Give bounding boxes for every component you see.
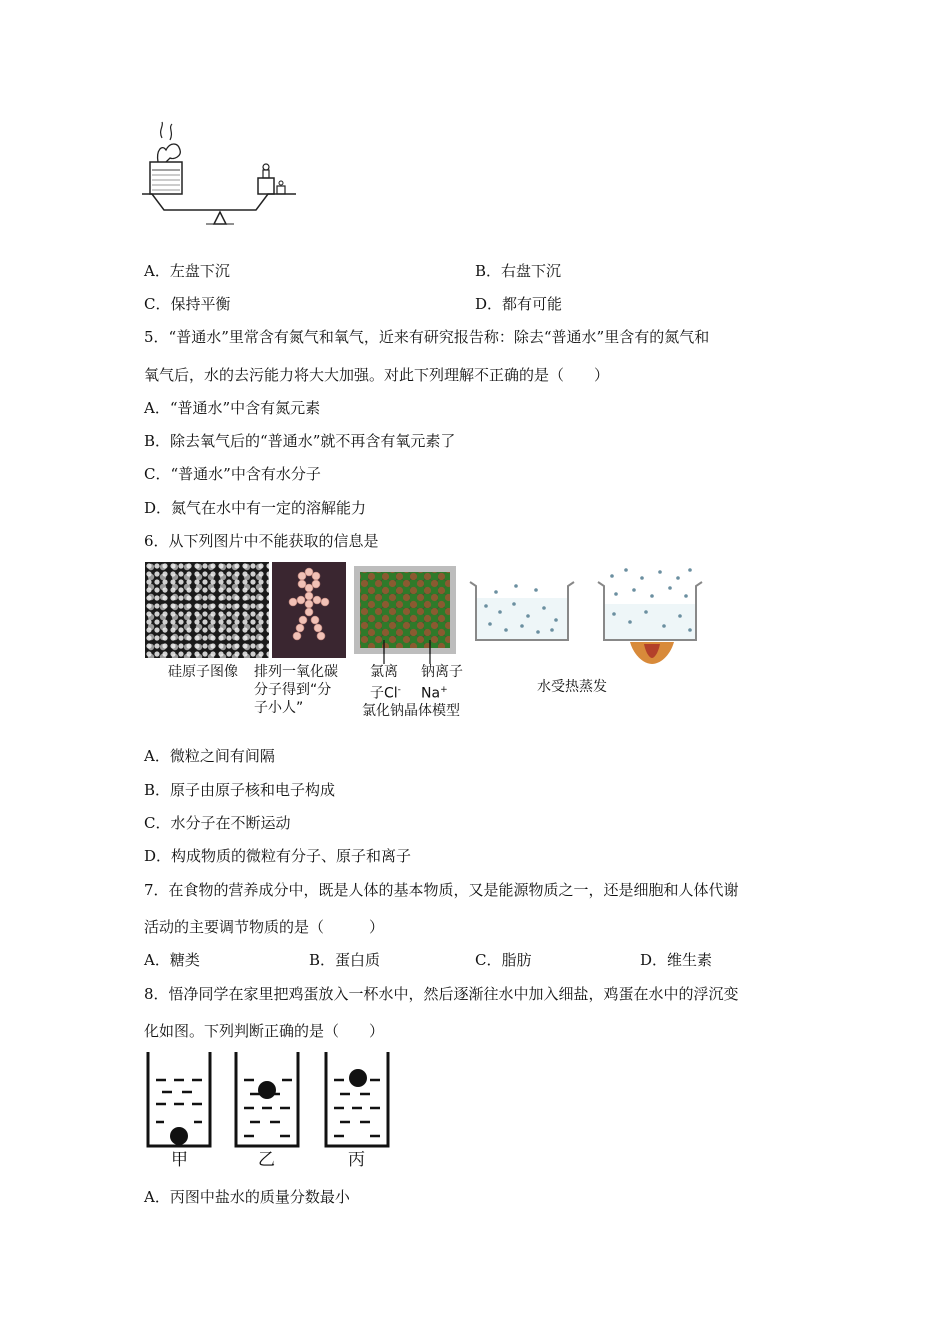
q6-option-d: D．构成物质的微粒有分子、原子和离子 xyxy=(144,847,412,865)
beaker-label-jia: 甲 xyxy=(171,1150,188,1170)
co-molecule-man-image xyxy=(272,562,346,658)
caption-co-line2: 分子得到“分 xyxy=(254,682,332,698)
q5-stem-line1: 5．“普通水”里常含有氮气和氧气，近来有研究报告称：除去“普通水”里含有的氮气和 xyxy=(144,328,710,346)
caption-co-line3: 子小人” xyxy=(254,700,304,716)
q5-stem-line2: 氧气后，水的去污能力将大大加强。对此下列理解不正确的是（ ） xyxy=(144,366,610,384)
q7-stem-line2: 活动的主要调节物质的是（ ） xyxy=(144,918,385,936)
q5-option-a: A．“普通水”中含有氮元素 xyxy=(144,399,321,417)
caption-cl-line2: 子Cl- xyxy=(370,685,401,702)
q7-stem-line1: 7．在食物的营养成分中，既是人体的基本物质，又是能源物质之一，还是细胞和人体代谢 xyxy=(144,881,739,899)
q6-stem: 6．从下列图片中不能获取的信息是 xyxy=(144,532,379,550)
q4-option-d: D．都有可能 xyxy=(475,295,563,313)
balance-figure xyxy=(140,120,300,235)
beaker-label-bing: 丙 xyxy=(348,1150,365,1170)
q4-option-b: B．右盘下沉 xyxy=(475,262,562,280)
caption-silicon: 硅原子图像 xyxy=(168,664,238,680)
q8-stem-line2: 化如图。下列判断正确的是（ ） xyxy=(144,1022,385,1040)
caption-na-line2: Na+ xyxy=(421,685,448,702)
q5-option-c: C．“普通水”中含有水分子 xyxy=(144,465,321,483)
q8-option-a: A．丙图中盐水的质量分数最小 xyxy=(144,1188,350,1206)
q6-option-b: B．原子由原子核和电子构成 xyxy=(144,781,336,799)
caption-co-line1: 排列一氧化碳 xyxy=(254,664,338,680)
water-evaporation-image xyxy=(466,566,708,672)
q5-option-d: D．氮气在水中有一定的溶解能力 xyxy=(144,499,367,517)
q6-option-c: C．水分子在不断运动 xyxy=(144,814,291,832)
egg-beakers-figure xyxy=(142,1050,398,1150)
silicon-atom-image xyxy=(145,562,269,658)
nacl-pointer-lines xyxy=(380,640,440,666)
caption-evaporation: 水受热蒸发 xyxy=(537,679,607,695)
caption-nacl-model: 氯化钠晶体模型 xyxy=(362,703,460,719)
q7-option-c: C．脂肪 xyxy=(475,951,532,969)
q7-option-b: B．蛋白质 xyxy=(309,951,381,969)
q8-stem-line1: 8．悟净同学在家里把鸡蛋放入一杯水中，然后逐渐往水中加入细盐，鸡蛋在水中的浮沉变 xyxy=(144,985,739,1003)
q6-option-a: A．微粒之间有间隔 xyxy=(144,747,275,765)
q4-option-c: C．保持平衡 xyxy=(144,295,231,313)
q7-option-d: D．维生素 xyxy=(640,951,713,969)
caption-na-line1: 钠离子 xyxy=(421,664,463,680)
caption-cl-line1: 氯离 xyxy=(370,664,398,680)
q5-option-b: B．除去氧气后的“普通水”就不再含有氧元素了 xyxy=(144,432,456,450)
q4-option-a: A．左盘下沉 xyxy=(144,262,230,280)
beaker-label-yi: 乙 xyxy=(258,1150,275,1170)
q7-option-a: A．糖类 xyxy=(144,951,200,969)
